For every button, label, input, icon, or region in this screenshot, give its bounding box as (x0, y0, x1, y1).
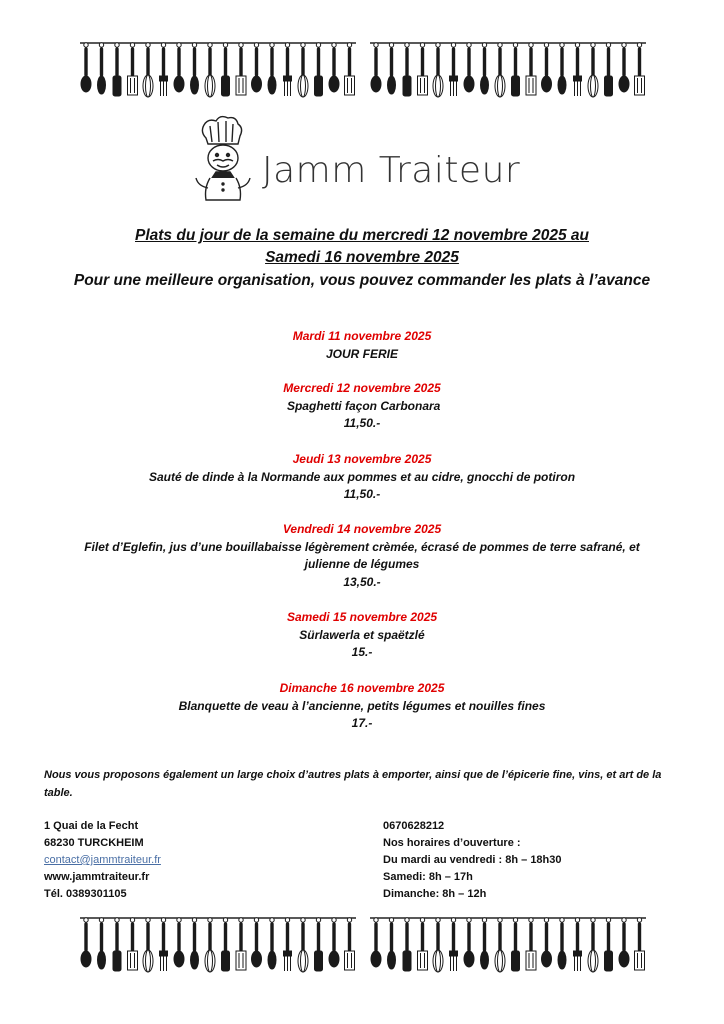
day-price: 11,50.- (343, 487, 381, 501)
day-block-thursday (0, 451, 724, 504)
hours-block (383, 818, 562, 903)
day-dish: Blanquette de veau à l’ancienne, petits légumes et nouilles fines (178, 698, 546, 713)
address-line-1: 1 Quai de la Fecht (44, 820, 139, 832)
utensils-border-bottom-left-icon (78, 915, 358, 977)
day-dish: Filet d’Eglefin, jus d’une bouillabaisse légèrement crèmée, écrasé de pommes de terre safrané, et (84, 539, 640, 554)
day-price: 13,50.- (343, 574, 381, 589)
day-price: 11,50.- (343, 416, 381, 430)
day-date: Samedi 15 novembre 2025 (286, 610, 438, 624)
day-date: Jeudi 13 novembre 2025 (292, 452, 432, 466)
hours-title: Nos horaires d’ouverture : (383, 837, 521, 849)
page-title-line-1: Plats du jour de la semaine du mercredi 12 novembre 2025 au (135, 227, 589, 244)
hours-saturday: Samedi: 8h – 17h (383, 871, 473, 883)
website: www.jammtraiteur.fr (44, 871, 150, 883)
day-block-friday (0, 521, 724, 591)
day-price: 15.- (351, 645, 373, 659)
day-dish: Sürlawerla et spaëtzlé (299, 627, 425, 642)
day-dish: Sauté de dinde à la Normande aux pommes et au cidre, gnocchi de potiron (148, 469, 576, 484)
hours-weekdays: Du mardi au vendredi : 8h – 18h30 (383, 854, 562, 866)
address-line-2: 68230 TURCKHEIM (44, 837, 144, 849)
footer-note: Nous vous proposons également un large choix d’autres plats à emporter, ainsi que de l’épicerie fine, vins, et art de la table. (44, 769, 662, 799)
chef-icon (186, 112, 256, 204)
day-date: Dimanche 16 novembre 2025 (279, 681, 445, 695)
page-subtitle: Pour une meilleure organisation, vous pouvez commander les plats à l’avance (73, 272, 651, 289)
utensils-border-top-left-icon (78, 40, 358, 102)
hours-sunday: Dimanche: 8h – 12h (383, 888, 487, 900)
email-link[interactable]: contact@jammtraiteur.fr (44, 854, 161, 866)
day-dish: JOUR FERIE (325, 346, 398, 361)
day-dish: Spaghetti façon Carbonara (283, 398, 441, 413)
utensils-border-top-right-icon (368, 40, 648, 102)
day-block-tuesday (0, 328, 724, 363)
day-price: 17.- (351, 716, 373, 730)
contact-block (44, 818, 161, 903)
day-dish-continued: julienne de légumes (304, 557, 420, 571)
telephone: Tél. 0389301105 (44, 888, 127, 900)
page-title-line-2: Samedi 16 novembre 2025 (265, 249, 459, 266)
mobile-phone: 0670628212 (383, 820, 445, 832)
day-date: Mardi 11 novembre 2025 (292, 329, 432, 343)
day-block-wednesday (0, 380, 724, 433)
day-block-saturday (0, 609, 724, 662)
day-date: Mercredi 12 novembre 2025 (283, 381, 441, 395)
utensils-border-bottom-right-icon (368, 915, 648, 977)
brand-name: Jamm Traiteur (262, 150, 521, 191)
day-block-sunday (0, 680, 724, 733)
day-date: Vendredi 14 novembre 2025 (282, 522, 442, 536)
